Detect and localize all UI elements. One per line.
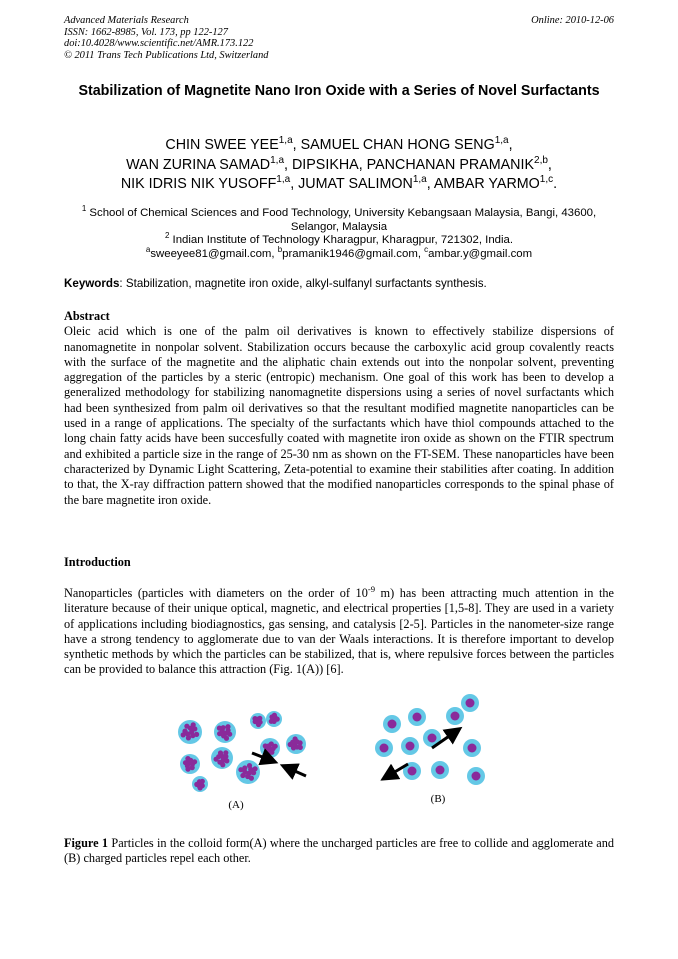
email-a[interactable]: sweeyee81@gmail.com, <box>150 247 278 260</box>
arrow-a2 <box>288 768 306 776</box>
particle-core <box>253 766 258 771</box>
author-sep: . <box>553 176 558 192</box>
panel-a-agglomerated-particles <box>178 711 306 792</box>
author-name: WAN ZURINA SAMAD <box>126 156 271 173</box>
label-b: (B) <box>430 793 446 805</box>
author-line-1 <box>64 136 614 156</box>
author-sup: 1,a <box>270 154 285 166</box>
keywords-label: Keywords <box>64 277 120 290</box>
particle-core <box>225 724 230 729</box>
particle-core <box>298 740 303 745</box>
particle-core <box>298 745 303 750</box>
author-name: , SAMUEL CHAN HONG SENG <box>292 137 495 153</box>
particle-core <box>192 759 197 764</box>
author-sep: , <box>508 137 513 153</box>
charged-particle-core <box>466 699 475 708</box>
figure-1 <box>170 688 500 813</box>
caption-label: Figure 1 <box>64 836 109 850</box>
charged-particle-core <box>451 712 460 721</box>
email-sup: a <box>145 244 151 254</box>
particle-core <box>191 722 196 727</box>
author-sep: , <box>547 156 552 173</box>
author-name: , JUMAT SALIMON <box>290 176 413 192</box>
charged-particle-core <box>406 742 415 751</box>
particle-core <box>238 767 243 772</box>
issn: ISSN: 1662-8985, Vol. 173, pp 122-127 <box>64 26 228 38</box>
charged-particle-core <box>408 767 417 776</box>
caption-text: Particles in the colloid form(A) where the uncharged particles are free to collide and agglomerate and (B) charged particles repel each other. <box>64 836 614 866</box>
intro-text-a: Nanoparticles (particles with diameters on the order of 10 <box>64 586 368 600</box>
affiliation-1 <box>64 204 614 234</box>
charged-particle-core <box>468 744 477 753</box>
particle-core <box>240 773 245 778</box>
particle-core <box>185 756 190 761</box>
particle-core <box>263 743 268 748</box>
introduction-heading-text: Introduction <box>64 555 131 569</box>
particle-core <box>220 762 225 767</box>
keywords <box>64 277 614 291</box>
particle-core <box>227 732 232 737</box>
author-sup: 1,a <box>278 135 293 147</box>
particle-core <box>181 732 186 737</box>
charged-particle-core <box>388 720 397 729</box>
particle-core <box>198 785 203 790</box>
particle-core <box>200 779 205 784</box>
introduction-heading <box>64 555 614 570</box>
author-sup: 1,a <box>276 174 291 186</box>
abstract-text: Oleic acid which is one of the palm oil derivatives is known to effectively stabilize dispersions of nanomagnetite in nonpolar solvent. Stabilization occurs because the carboxylic acid group covalently reacts with the surface of the magnetite and the aliphatic chain extends out into the nonpolar solvent, preventing aggregation of the particles by a steric (entropic) mechanism. One goal of this work has been to develop a generalized methodology for stabilizing nanomagnetite dispersions using a series of novel surfactants which had been synthesized from palm oil derivatives so that the resultant modified magnetite nanoparticles can be used in a range of applications. The specialty of the surfactants which have thiol compounds attached to the long chain fatty acids have been succesfully coated with magnetite iron oxide as shown on the FTIR spectrum and exhibited a particle size in the range of 25-30 nm as shown on the FT-SEM. These nanoparticles have been characterized by Dynamic Light Scattering, Zeta-potential to examine their stabilities after coating. In addition to that, the X-ray diffraction pattern showed that the modified nanoparticles corresponds to the spinal phase of the bare magnetite iron oxide. <box>64 324 614 507</box>
charged-particle-core <box>428 734 437 743</box>
author-list <box>64 136 614 195</box>
particle-core <box>257 716 262 721</box>
author-name: NIK IDRIS NIK YUSOFF <box>120 176 277 192</box>
affil-text: Indian Institute of Technology Kharagpur, Kharagpur, 721302, India. <box>169 234 514 247</box>
author-line-2 <box>64 156 614 176</box>
intro-text-b: m) has been attracting much attention in the literature because of their unique optical, magnetic, and electrical properties [1,5-8]. They are used in a variety of applications including biodiagnostics, gas sensing, and catalysis [2-5]. Particles in the nanometer-size range have a strong tendency to agglomerate due to van der Waals interactions. It is therefore important to develop synthetic methods by which the particles can be stabilized, that is, where repulsive forces between the particles can be provided to balance this attraction (Fig. 1(A)) [6]. <box>64 586 614 677</box>
copyright: © 2011 Trans Tech Publications Ltd, Switzerland <box>64 49 269 61</box>
email-c[interactable]: ambar.y@gmail.com <box>428 247 533 260</box>
author-name: , AMBAR YARMO <box>426 176 540 192</box>
affil-sup: 2 <box>164 231 170 241</box>
keywords-text: : Stabilization, magnetite iron oxide, alkyl-sulfanyl surfactants synthesis. <box>119 277 487 290</box>
author-sup: 2,b <box>534 154 548 166</box>
particle-core <box>256 722 261 727</box>
panel-a-arrows <box>252 753 306 776</box>
email-b[interactable]: pramanik1946@gmail.com, <box>282 247 425 260</box>
charged-particle-core <box>413 713 422 722</box>
particle-core <box>218 750 223 755</box>
author-sup: 1,c <box>539 174 554 186</box>
charged-particle-core <box>436 766 445 775</box>
particle-core <box>269 750 274 755</box>
email-sup: b <box>277 244 283 254</box>
doi: doi:10.4028/www.scientific.net/AMR.173.122 <box>64 38 254 50</box>
particle-core <box>194 732 199 737</box>
particle-core <box>184 724 189 729</box>
journal-name: Advanced Materials Research <box>64 15 189 26</box>
introduction-text <box>64 583 614 678</box>
abstract-section <box>64 309 614 508</box>
label-a: (A) <box>228 799 244 811</box>
figure-caption <box>64 836 614 867</box>
particle-core <box>217 731 222 736</box>
charged-particle-core <box>472 772 481 781</box>
paper-title: Stabilization of Magnetite Nano Iron Oxide with a Series of Novel Surfactants <box>78 83 600 99</box>
email-sup: c <box>424 244 429 254</box>
charged-particle-core <box>380 744 389 753</box>
particle-core <box>223 750 228 755</box>
particle-core <box>247 763 252 768</box>
particle-core <box>252 716 257 721</box>
particle-core <box>217 726 222 731</box>
author-sup: 1,a <box>412 174 427 186</box>
affil-text: School of Chemical Sciences and Food Technology, University Kebangsaan Malaysia, Bangi, 43600, Selangor, Malaysia <box>86 207 597 233</box>
particle-core <box>265 751 270 756</box>
particle-core <box>273 744 278 749</box>
email-line <box>64 244 614 262</box>
particle-core <box>293 736 298 741</box>
author-sup: 1,a <box>494 135 509 147</box>
particle-core <box>272 713 277 718</box>
particle-core <box>224 736 229 741</box>
author-line-3 <box>64 175 614 195</box>
particle-core <box>186 735 191 740</box>
panel-b-repelling-particles <box>375 694 485 785</box>
affil-sup: 1 <box>81 204 87 214</box>
affiliations <box>64 204 614 261</box>
journal-header <box>64 15 268 61</box>
online-date: Online: 2010-12-06 <box>531 15 614 26</box>
author-name: CHIN SWEE YEE <box>165 137 279 153</box>
particle-core <box>249 776 254 781</box>
abstract-heading: Abstract <box>64 309 110 323</box>
particle-core <box>185 767 190 772</box>
intro-exponent: -9 <box>367 583 376 594</box>
particle-core <box>269 719 274 724</box>
author-name: , DIPSIKHA, PANCHANAN PRAMANIK <box>284 156 535 173</box>
particle-core <box>224 758 229 763</box>
particle-core <box>288 742 293 747</box>
particle-core <box>214 757 219 762</box>
